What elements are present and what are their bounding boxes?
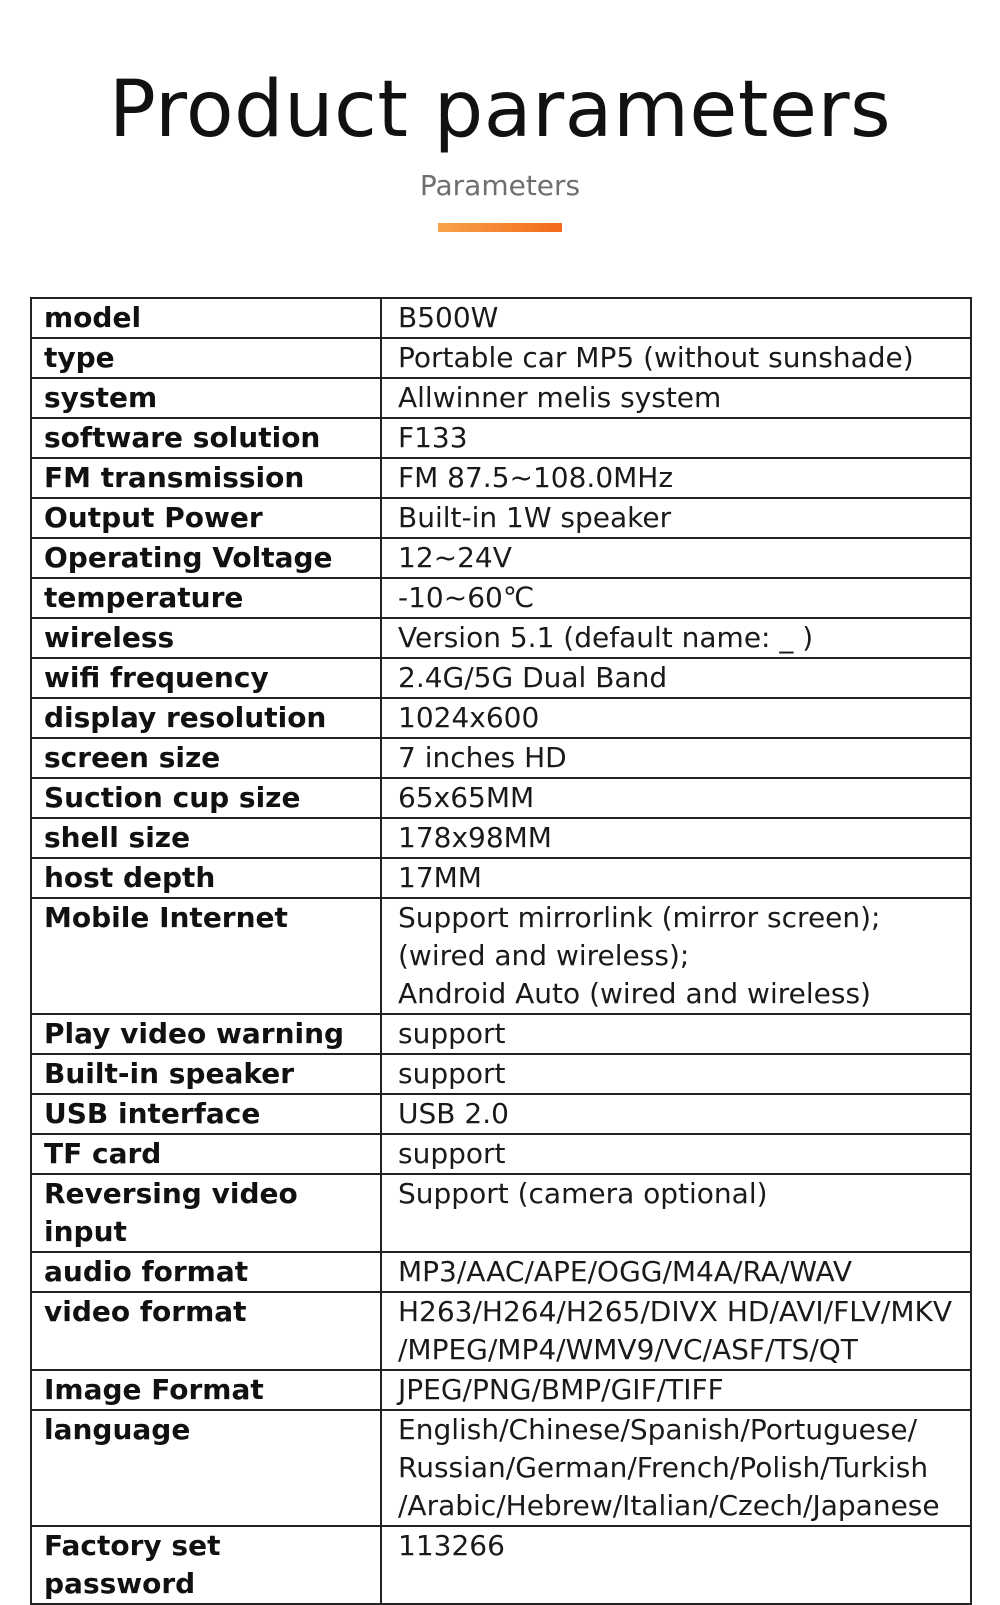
table-row	[31, 618, 971, 658]
table-row	[31, 1292, 971, 1370]
spec-label: Image Format	[31, 1370, 381, 1410]
table-row	[31, 1410, 971, 1526]
spec-value: support	[381, 1054, 971, 1094]
spec-label: shell size	[31, 818, 381, 858]
table-row	[31, 458, 971, 498]
spec-value: B500W	[381, 298, 971, 338]
spec-label: Built-in speaker	[31, 1054, 381, 1094]
spec-value: JPEG/PNG/BMP/GIF/TIFF	[381, 1370, 971, 1410]
spec-label: screen size	[31, 738, 381, 778]
spec-value: Support (camera optional)	[381, 1174, 971, 1252]
spec-label: Output Power	[31, 498, 381, 538]
table-row	[31, 1014, 971, 1054]
table-row	[31, 698, 971, 738]
spec-label: Mobile Internet	[31, 898, 381, 1014]
spec-label: language	[31, 1410, 381, 1526]
spec-value: 12~24V	[381, 538, 971, 578]
spec-label: wifi frequency	[31, 658, 381, 698]
table-row	[31, 1054, 971, 1094]
page-subtitle: Parameters	[419, 169, 581, 202]
table-row	[31, 538, 971, 578]
header	[0, 0, 1000, 260]
spec-label: wireless	[31, 618, 381, 658]
spec-label: video format	[31, 1292, 381, 1370]
spec-label: Play video warning	[31, 1014, 381, 1054]
spec-label: system	[31, 378, 381, 418]
spec-value: Support mirrorlink (mirror screen); (wired and wireless); Android Auto (wired and wireless)	[381, 898, 971, 1014]
page-title: Product parameters	[108, 65, 892, 155]
table-row	[31, 338, 971, 378]
spec-label: model	[31, 298, 381, 338]
spec-label: Reversing video input	[31, 1174, 381, 1252]
table-row	[31, 898, 971, 1014]
spec-value: FM 87.5~108.0MHz	[381, 458, 971, 498]
parameters-table-body	[31, 298, 971, 1604]
spec-label: software solution	[31, 418, 381, 458]
table-row	[31, 1370, 971, 1410]
table-row	[31, 1094, 971, 1134]
table-row	[31, 738, 971, 778]
spec-value: -10~60℃	[381, 578, 971, 618]
spec-label: Suction cup size	[31, 778, 381, 818]
spec-label: Operating Voltage	[31, 538, 381, 578]
table-row	[31, 858, 971, 898]
table-row	[31, 298, 971, 338]
spec-value: 17MM	[381, 858, 971, 898]
spec-value: Version 5.1 (default name: _ )	[381, 618, 971, 658]
spec-label: type	[31, 338, 381, 378]
spec-label: FM transmission	[31, 458, 381, 498]
parameters-table	[30, 297, 972, 1605]
table-row	[31, 498, 971, 538]
spec-label: display resolution	[31, 698, 381, 738]
table-row	[31, 1134, 971, 1174]
spec-value: 2.4G/5G Dual Band	[381, 658, 971, 698]
table-row	[31, 1174, 971, 1252]
spec-value: USB 2.0	[381, 1094, 971, 1134]
spec-value: Built-in 1W speaker	[381, 498, 971, 538]
table-row	[31, 778, 971, 818]
spec-label: host depth	[31, 858, 381, 898]
spec-value: H263/H264/H265/DIVX HD/AVI/FLV/MKV /MPEG/MP4/WMV9/VC/ASF/TS/QT	[381, 1292, 971, 1370]
spec-value: support	[381, 1134, 971, 1174]
spec-value: Portable car MP5 (without sunshade)	[381, 338, 971, 378]
spec-value: 113266	[381, 1526, 971, 1604]
spec-value: 1024x600	[381, 698, 971, 738]
spec-value: support	[381, 1014, 971, 1054]
spec-value: Allwinner melis system	[381, 378, 971, 418]
accent-underline	[438, 223, 562, 232]
table-row	[31, 658, 971, 698]
table-row	[31, 818, 971, 858]
spec-value: 7 inches HD	[381, 738, 971, 778]
table-row	[31, 418, 971, 458]
spec-value: 65x65MM	[381, 778, 971, 818]
table-row	[31, 1252, 971, 1292]
spec-value: F133	[381, 418, 971, 458]
spec-value: 178x98MM	[381, 818, 971, 858]
table-row	[31, 578, 971, 618]
spec-label: USB interface	[31, 1094, 381, 1134]
spec-label: audio format	[31, 1252, 381, 1292]
spec-value: MP3/AAC/APE/OGG/M4A/RA/WAV	[381, 1252, 971, 1292]
spec-label: TF card	[31, 1134, 381, 1174]
table-row	[31, 378, 971, 418]
table-row	[31, 1526, 971, 1604]
spec-label: Factory set password	[31, 1526, 381, 1604]
spec-value: English/Chinese/Spanish/Portuguese/ Russian/German/French/Polish/Turkish /Arabic/Hebrew/Italian/Czech/Japanese	[381, 1410, 971, 1526]
spec-label: temperature	[31, 578, 381, 618]
